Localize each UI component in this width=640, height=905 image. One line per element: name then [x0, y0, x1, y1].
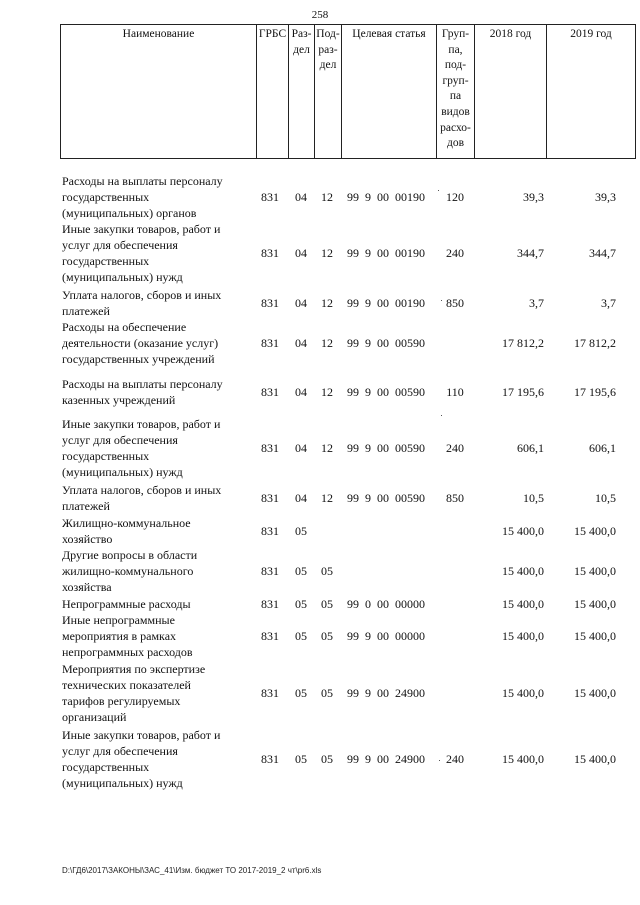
row-name-line: Жилищно-коммунальное [62, 516, 191, 530]
scan-speck [438, 190, 439, 191]
row-name-line: Уплата налогов, сборов и иных [62, 288, 222, 302]
row-2019: 15 400,0 [574, 752, 616, 766]
row-gruppa [436, 596, 474, 612]
row-name [62, 596, 250, 612]
row-tselevaya-statya: 99 9 00 24900 [347, 752, 425, 766]
row-name-line: Непрограммные расходы [62, 597, 191, 611]
row-name-line: государственных [62, 190, 150, 204]
row-name-line: государственных [62, 449, 150, 463]
row-name-line: Расходы на обеспечение [62, 320, 187, 334]
table-row [0, 727, 640, 791]
row-razdel: 05 [295, 686, 307, 700]
row-gruppa [436, 661, 474, 725]
row-2018: 15 400,0 [502, 564, 544, 578]
table-row [0, 661, 640, 725]
row-gruppa [436, 515, 474, 547]
header-gruppa-line: па [449, 90, 462, 103]
row-podrazdel: 12 [321, 491, 333, 505]
row-razdel: 04 [295, 336, 307, 350]
table-row [0, 319, 640, 367]
row-name-line: Иные закупки товаров, работ и [62, 222, 221, 236]
row-2019: 15 400,0 [574, 597, 616, 611]
row-podrazdel: 12 [321, 385, 333, 399]
row-razdel: 05 [295, 752, 307, 766]
header-tsel-line: Целевая статья [352, 28, 426, 40]
row-podrazdel: 05 [321, 564, 333, 578]
row-grbs: 831 [261, 491, 279, 505]
row-grbs: 831 [261, 246, 279, 260]
row-podrazdel: 05 [321, 686, 333, 700]
header-podrazdel-line: дел [319, 59, 337, 72]
row-grbs: 831 [261, 524, 279, 538]
header-name-line: Наименование [122, 28, 195, 40]
row-2019: 344,7 [589, 246, 616, 260]
row-name-line: (муниципальных) нужд [62, 270, 183, 284]
row-2019: 15 400,0 [574, 629, 616, 643]
row-razdel: 04 [295, 441, 307, 455]
row-name-line: (муниципальных) органов [62, 206, 197, 220]
header-2018-line: 2018 год [489, 28, 532, 40]
row-name [62, 661, 250, 725]
row-razdel: 04 [295, 246, 307, 260]
row-name-line: Иные закупки товаров, работ и [62, 728, 221, 742]
row-grbs: 831 [261, 190, 279, 204]
row-2018: 606,1 [517, 441, 544, 455]
row-grbs: 831 [261, 629, 279, 643]
row-tselevaya-statya: 99 9 00 00190 [347, 296, 425, 310]
row-name [62, 515, 250, 547]
row-gruppa: 240 [446, 246, 464, 260]
row-2018: 15 400,0 [502, 597, 544, 611]
row-razdel: 05 [295, 629, 307, 643]
header-gruppa-line: расхо- [440, 121, 471, 134]
row-name [62, 173, 250, 221]
row-razdel: 04 [295, 385, 307, 399]
row-gruppa [436, 547, 474, 595]
row-2018: 3,7 [529, 296, 544, 310]
header-grbs-line: ГРБС [258, 28, 287, 40]
row-2018: 17 195,6 [502, 385, 544, 399]
row-gruppa [436, 612, 474, 660]
row-2018: 17 812,2 [502, 336, 544, 350]
row-razdel: 05 [295, 597, 307, 611]
row-tselevaya-statya: 99 9 00 24900 [347, 686, 425, 700]
row-tselevaya-statya: 99 9 00 00590 [347, 385, 425, 399]
row-grbs: 831 [261, 686, 279, 700]
row-grbs: 831 [261, 336, 279, 350]
row-name-line: (муниципальных) нужд [62, 465, 183, 479]
row-podrazdel: 12 [321, 246, 333, 260]
row-grbs: 831 [261, 564, 279, 578]
row-name-line: хозяйства [62, 580, 112, 594]
row-2019: 15 400,0 [574, 524, 616, 538]
row-2019: 39,3 [595, 190, 616, 204]
row-name-line: платежей [62, 499, 110, 513]
row-name-line: услуг для обеспечения [62, 744, 178, 758]
row-name-line: мероприятия в рамках [62, 629, 177, 643]
row-podrazdel: 12 [321, 336, 333, 350]
row-name [62, 221, 250, 285]
row-2019: 15 400,0 [574, 686, 616, 700]
scan-speck [441, 300, 442, 301]
table-row [0, 173, 640, 221]
header-gruppa-line: под- [444, 59, 467, 72]
row-name-line: казенных учреждений [62, 393, 176, 407]
row-name-line: Расходы на выплаты персоналу [62, 377, 223, 391]
row-grbs: 831 [261, 597, 279, 611]
row-2019: 3,7 [601, 296, 616, 310]
row-tselevaya-statya: 99 9 00 00590 [347, 441, 425, 455]
header-razdel-line: дел [293, 43, 310, 56]
row-podrazdel: 12 [321, 190, 333, 204]
header-podrazdel-line: Под- [316, 28, 340, 40]
header-gruppa-line: груп- [442, 74, 469, 87]
scan-speck [441, 415, 442, 416]
row-name [62, 416, 250, 480]
row-name-line: платежей [62, 304, 110, 318]
row-grbs: 831 [261, 296, 279, 310]
row-podrazdel [314, 515, 340, 547]
row-name-line: организаций [62, 710, 127, 724]
row-grbs: 831 [261, 752, 279, 766]
row-tselevaya-statya: 99 9 00 00000 [347, 629, 425, 643]
row-grbs: 831 [261, 385, 279, 399]
row-name [62, 482, 250, 514]
row-2018: 15 400,0 [502, 629, 544, 643]
row-gruppa: 240 [446, 752, 464, 766]
table-row [0, 515, 640, 547]
file-path-footer: D:\ГД6\2017\ЗАКОНЫ\ЗАС_41\Изм. бюджет ТО 2017-2019_2 чт\pr6.xls [62, 866, 322, 875]
row-2018: 10,5 [523, 491, 544, 505]
row-name [62, 547, 250, 595]
row-2019: 17 195,6 [574, 385, 616, 399]
row-gruppa [436, 319, 474, 367]
row-name-line: услуг для обеспечения [62, 238, 178, 252]
row-tselevaya-statya: 99 9 00 00590 [347, 491, 425, 505]
header-2019-line: 2019 год [570, 28, 612, 40]
row-podrazdel: 05 [321, 597, 333, 611]
row-name-line: Иные закупки товаров, работ и [62, 417, 221, 431]
row-2019: 17 812,2 [574, 336, 616, 350]
row-gruppa: 240 [446, 441, 464, 455]
row-gruppa: 850 [446, 296, 464, 310]
row-gruppa: 850 [446, 491, 464, 505]
page-number: 258 [311, 9, 329, 21]
header-gruppa-line: Груп- [441, 28, 470, 40]
table-row [0, 482, 640, 514]
row-gruppa: 110 [446, 385, 464, 399]
row-razdel: 05 [295, 524, 307, 538]
row-name [62, 612, 250, 660]
row-razdel: 05 [295, 564, 307, 578]
row-name-line: государственных учреждений [62, 352, 215, 366]
table-row [0, 376, 640, 408]
table-row [0, 287, 640, 319]
row-name-line: Мероприятия по экспертизе [62, 662, 206, 676]
header-gruppa-line: видов [441, 105, 470, 118]
row-2019: 10,5 [595, 491, 616, 505]
row-2018: 39,3 [523, 190, 544, 204]
header-gruppa-line: па, [448, 43, 463, 56]
row-name-line: Уплата налогов, сборов и иных [62, 483, 222, 497]
row-name [62, 287, 250, 319]
row-name-line: деятельности (оказание услуг) [62, 336, 219, 350]
row-tselevaya-statya: 99 9 00 00590 [347, 336, 425, 350]
row-2018: 344,7 [517, 246, 544, 260]
row-podrazdel: 12 [321, 441, 333, 455]
table-row [0, 221, 640, 285]
row-name-line: непрограммных расходов [62, 645, 193, 659]
table-row [0, 596, 640, 612]
row-name-line: (муниципальных) нужд [62, 776, 183, 790]
row-name-line: услуг для обеспечения [62, 433, 178, 447]
row-podrazdel: 12 [321, 296, 333, 310]
row-name-line: технических показателей [62, 678, 191, 692]
row-tselevaya-statya: 99 0 00 00000 [347, 597, 425, 611]
header-razdel-line: Раз- [291, 28, 312, 40]
table-row [0, 416, 640, 480]
row-razdel: 04 [295, 491, 307, 505]
row-name-line: хозяйство [62, 532, 113, 546]
row-tselevaya-statya: 99 9 00 00190 [347, 246, 425, 260]
row-tselevaya-statya: 99 9 00 00190 [347, 190, 425, 204]
row-grbs: 831 [261, 441, 279, 455]
row-name-line: тарифов регулируемых [62, 694, 181, 708]
row-name-line: государственных [62, 254, 150, 268]
row-2018: 15 400,0 [502, 752, 544, 766]
row-name [62, 376, 250, 408]
table-row [0, 612, 640, 660]
row-name [62, 727, 250, 791]
row-razdel: 04 [295, 190, 307, 204]
row-2019: 15 400,0 [574, 564, 616, 578]
row-tselevaya-statya [343, 515, 435, 547]
header-gruppa-line: дов [446, 137, 465, 150]
row-name [62, 319, 250, 367]
row-gruppa: 120 [446, 190, 464, 204]
row-name-line: жилищно-коммунального [62, 564, 194, 578]
table-row [0, 547, 640, 595]
row-podrazdel: 05 [321, 752, 333, 766]
row-name-line: государственных [62, 760, 150, 774]
row-podrazdel: 05 [321, 629, 333, 643]
row-tselevaya-statya [343, 547, 435, 595]
header-podrazdel-line: раз- [318, 43, 338, 56]
row-razdel: 04 [295, 296, 307, 310]
row-name-line: Иные непрограммные [62, 613, 175, 627]
row-2019: 606,1 [589, 441, 616, 455]
row-2018: 15 400,0 [502, 686, 544, 700]
row-name-line: Другие вопросы в области [62, 548, 198, 562]
scan-speck [439, 760, 440, 761]
row-2018: 15 400,0 [502, 524, 544, 538]
row-name-line: Расходы на выплаты персоналу [62, 174, 223, 188]
